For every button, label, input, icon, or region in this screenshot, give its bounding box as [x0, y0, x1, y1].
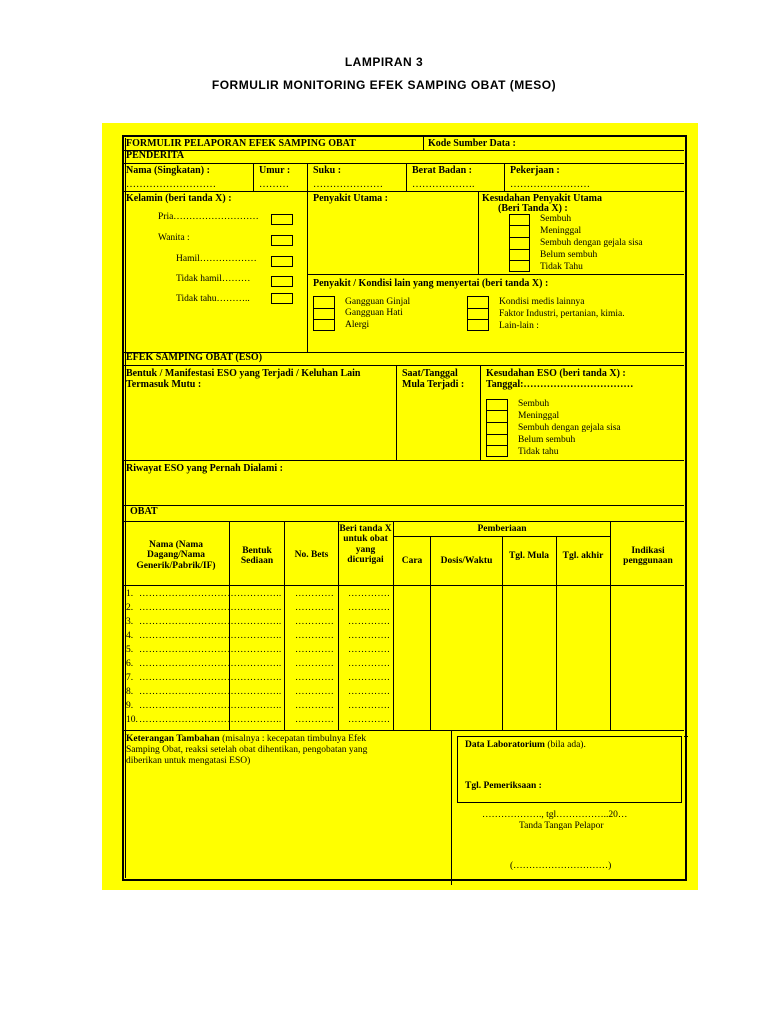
saat-tanggal-label: Saat/Tanggal [402, 368, 458, 379]
row-bets-field[interactable]: ………… [295, 589, 335, 599]
tidak-tahu-kelamin-checkbox[interactable] [271, 293, 293, 304]
col-dosis: Dosis/Waktu [440, 556, 493, 566]
row-no: 1. [126, 589, 134, 599]
berat-badan-label: Berat Badan : [412, 165, 472, 176]
rule [509, 260, 530, 261]
kp-option: Tidak Tahu [540, 262, 583, 272]
row-bets-field[interactable]: ………… [295, 673, 335, 683]
rule [406, 163, 407, 191]
umur-field[interactable]: ……… [259, 179, 289, 190]
tidak-hamil-checkbox[interactable] [271, 276, 293, 287]
tidak-tahu-kelamin-label: Tidak tahu……….. [176, 294, 250, 304]
rule [486, 434, 508, 435]
pl-option: Gangguan Ginjal [345, 297, 411, 307]
bentuk-eso-label: Bentuk / Manifestasi ESO yang Terjadi / Keluhan Lain [126, 368, 361, 379]
row-nama-field[interactable]: ………………………… [139, 589, 237, 599]
pl-option: Kondisi medis lainnya [499, 297, 585, 307]
row-bentuk-field[interactable]: ………….. [237, 617, 282, 627]
row-nama-field[interactable]: ………………………… [139, 673, 237, 683]
rule [123, 191, 684, 192]
wanita-checkbox[interactable] [271, 235, 293, 246]
row-no: 8. [126, 687, 134, 697]
row-beri-field[interactable]: …………. [348, 701, 390, 711]
row-bentuk-field[interactable]: ………….. [237, 589, 282, 599]
row-no: 6. [126, 659, 134, 669]
row-bentuk-field[interactable]: ………….. [237, 715, 282, 725]
form-title: FORMULIR PELAPORAN EFEK SAMPING OBAT [126, 138, 356, 149]
rule [502, 536, 503, 730]
rule [123, 730, 684, 731]
row-no: 9. [126, 701, 134, 711]
rule [393, 536, 610, 537]
row-bentuk-field[interactable]: ………….. [237, 701, 282, 711]
row-nama-field[interactable]: ………………………… [139, 645, 237, 655]
lab-data-bold: Data Laboratorium [465, 740, 545, 750]
col-indikasi: Indikasi penggunaan [623, 546, 673, 567]
kesudahan-eso-tanggal[interactable]: Tanggal:…………………………… [486, 379, 634, 390]
suku-label: Suku : [313, 165, 342, 176]
rule [486, 410, 508, 411]
row-nama-field[interactable]: ………………………… [139, 617, 237, 627]
pl-option: Alergi [345, 320, 370, 330]
penyakit-lain-right-checkboxes[interactable] [467, 296, 489, 331]
suku-field[interactable]: ………………… [313, 179, 383, 190]
keterangan-bold: Keterangan Tambahan [126, 734, 220, 744]
hamil-checkbox[interactable] [271, 256, 293, 267]
tanda-tangan-label: Tanda Tangan Pelapor [519, 821, 604, 831]
rule [486, 422, 508, 423]
rule [486, 445, 508, 446]
row-no: 7. [126, 673, 134, 683]
pl-option: Faktor Industri, pertanian, kimia. [499, 309, 625, 319]
nama-field[interactable]: ……………………… [126, 179, 216, 190]
ke-option: Sembuh [518, 399, 550, 409]
row-bentuk-field[interactable]: ………….. [237, 659, 282, 669]
pl-option: Gangguan Hati [345, 308, 403, 318]
row-no: 2. [126, 603, 134, 613]
row-beri-field[interactable]: …………. [348, 687, 390, 697]
rule [504, 163, 505, 191]
col-tgl-mula: Tgl. Mula [508, 551, 550, 561]
row-nama-field[interactable]: ………………………… [139, 631, 237, 641]
pria-label: Pria……………………… [158, 212, 259, 222]
row-bets-field[interactable]: ………… [295, 715, 335, 725]
umur-label: Umur : [259, 165, 291, 176]
row-no: 3. [126, 617, 134, 627]
lab-data-label [465, 741, 586, 751]
pekerjaan-field[interactable]: …………………… [510, 179, 590, 190]
row-beri-field[interactable]: …………. [348, 645, 390, 655]
col-pemberian: Pemberiaan [477, 524, 527, 534]
rule [610, 521, 611, 730]
col-tgl-akhir: Tgl. akhir [562, 551, 604, 561]
col-bets: No. Bets [294, 550, 329, 560]
row-bets-field[interactable]: ………… [295, 687, 335, 697]
rule [509, 237, 530, 238]
rule [396, 365, 397, 460]
row-bets-field[interactable]: ………… [295, 659, 335, 669]
row-bets-field[interactable]: ………… [295, 617, 335, 627]
penyakit-lain-left-checkboxes[interactable] [313, 296, 335, 331]
penderita-header: PENDERITA [126, 150, 185, 161]
row-beri-field[interactable]: …………. [348, 589, 390, 599]
row-bentuk-field[interactable]: ………….. [237, 687, 282, 697]
col-cara: Cara [401, 556, 423, 566]
form-left-double-line [125, 138, 126, 878]
bentuk-eso-label-2: Termasuk Mutu : [126, 379, 202, 390]
kp-option: Meninggal [540, 226, 582, 236]
tidak-hamil-label: Tidak hamil……… [176, 274, 251, 284]
kesudahan-eso-label: Kesudahan ESO (beri tanda X) : [486, 368, 626, 379]
row-beri-field[interactable]: …………. [348, 617, 390, 627]
rule [123, 521, 684, 522]
penyakit-utama-label: Penyakit Utama : [313, 193, 388, 204]
ke-option: Sembuh dengan gejala sisa [518, 423, 621, 433]
row-beri-field[interactable]: …………. [348, 659, 390, 669]
rule [307, 163, 308, 191]
rule [509, 225, 530, 226]
row-bentuk-field[interactable]: ………….. [237, 673, 282, 683]
kesudahan-eso-checkboxes[interactable] [486, 399, 508, 457]
keterangan-text-2: Samping Obat, reaksi setelah obat dihentikan, pengobatan yang [126, 745, 368, 755]
rule [313, 319, 335, 320]
rule [313, 308, 335, 309]
row-bentuk-field[interactable]: ………….. [237, 603, 282, 613]
rule [123, 505, 684, 506]
ke-option: Tidak tahu [518, 447, 559, 457]
rule [480, 365, 481, 460]
col-bentuk: Bentuk Sediaan [240, 546, 274, 567]
rule [123, 150, 684, 151]
kp-option: Belum sembuh [540, 250, 598, 260]
row-nama-field[interactable]: ………………………… [139, 659, 237, 669]
row-bets-field[interactable]: ………… [295, 631, 335, 641]
keterangan-text-3: diberikan untuk mengatasi ESO) [126, 756, 251, 766]
row-nama-field[interactable]: ………………………… [139, 715, 237, 725]
row-bentuk-field[interactable]: ………….. [237, 645, 282, 655]
keterangan-label [126, 735, 366, 745]
row-nama-field[interactable]: ………………………… [139, 687, 237, 697]
pekerjaan-label: Pekerjaan : [510, 165, 560, 176]
page-title: FORMULIR MONITORING EFEK SAMPING OBAT (MESO) [211, 78, 557, 92]
row-bets-field[interactable]: ………… [295, 701, 335, 711]
tempat-tanggal-field[interactable]: ………………., tgl……………..20… [482, 810, 628, 820]
row-no: 10. [126, 715, 138, 725]
kesudahan-penyakit-hint: (Beri Tanda X) : [498, 203, 568, 214]
rule [684, 736, 688, 737]
tgl-pemeriksaan-label: Tgl. Pemeriksaan : [465, 781, 542, 791]
rule [123, 585, 684, 586]
row-no: 4. [126, 631, 134, 641]
riwayat-eso-label: Riwayat ESO yang Pernah Dialami : [126, 463, 283, 474]
wanita-label: Wanita : [158, 233, 190, 243]
rule [253, 163, 254, 191]
row-beri-field[interactable]: …………. [348, 715, 390, 725]
rule [123, 460, 684, 461]
row-beri-field[interactable]: …………. [348, 603, 390, 613]
kesudahan-penyakit-label: Kesudahan Penyakit Utama [482, 193, 603, 204]
col-nama: Nama (Nama Dagang/Nama Generik/Pabrik/IF) [136, 540, 216, 571]
berat-badan-field[interactable]: ………………. [412, 179, 475, 190]
rule [467, 308, 489, 309]
nama-pelapor-field[interactable]: (…………………………) [510, 861, 612, 871]
rule [478, 191, 479, 274]
keterangan-text: (misalnya : kecepatan timbulnya Efek [219, 734, 367, 744]
saat-tanggal-label-2: Mula Terjadi : [402, 379, 465, 390]
hamil-label: Hamil……………… [176, 254, 257, 264]
kesudahan-penyakit-checkboxes[interactable] [509, 214, 530, 272]
rule [123, 365, 684, 366]
obat-header: OBAT [130, 506, 158, 517]
kelamin-label: Kelamin (beri tanda X) : [126, 193, 232, 204]
ke-option: Meninggal [518, 411, 560, 421]
col-beri: Beri tanda X untuk obat yang dicurigai [339, 524, 392, 565]
row-no: 5. [126, 645, 134, 655]
rule [307, 274, 684, 275]
rule [393, 521, 394, 730]
ke-option: Belum sembuh [518, 435, 576, 445]
row-bentuk-field[interactable]: ………….. [237, 631, 282, 641]
row-bets-field[interactable]: ………… [295, 603, 335, 613]
penyakit-lain-label: Penyakit / Kondisi lain yang menyertai (beri tanda X) : [313, 278, 549, 289]
lab-data-rest: (bila ada). [544, 740, 586, 750]
kode-sumber-label: Kode Sumber Data : [428, 138, 516, 149]
rule [123, 163, 684, 164]
row-nama-field[interactable]: ………………………… [139, 603, 237, 613]
kp-option: Sembuh dengan gejala sisa [540, 238, 643, 248]
row-beri-field[interactable]: …………. [348, 673, 390, 683]
row-nama-field[interactable]: ………………………… [139, 701, 237, 711]
pria-checkbox[interactable] [271, 214, 293, 225]
row-bets-field[interactable]: ………… [295, 645, 335, 655]
rule [467, 319, 489, 320]
rule [556, 536, 557, 730]
rule [307, 191, 308, 352]
row-beri-field[interactable]: …………. [348, 631, 390, 641]
nama-label: Nama (Singkatan) : [126, 165, 210, 176]
pl-option: Lain-lain : [499, 321, 539, 331]
eso-header: EFEK SAMPING OBAT (ESO) [126, 352, 263, 363]
kp-option: Sembuh [540, 214, 572, 224]
lampiran-label: LAMPIRAN 3 [344, 55, 424, 69]
rule [451, 730, 452, 885]
rule [509, 249, 530, 250]
rule [423, 137, 424, 150]
